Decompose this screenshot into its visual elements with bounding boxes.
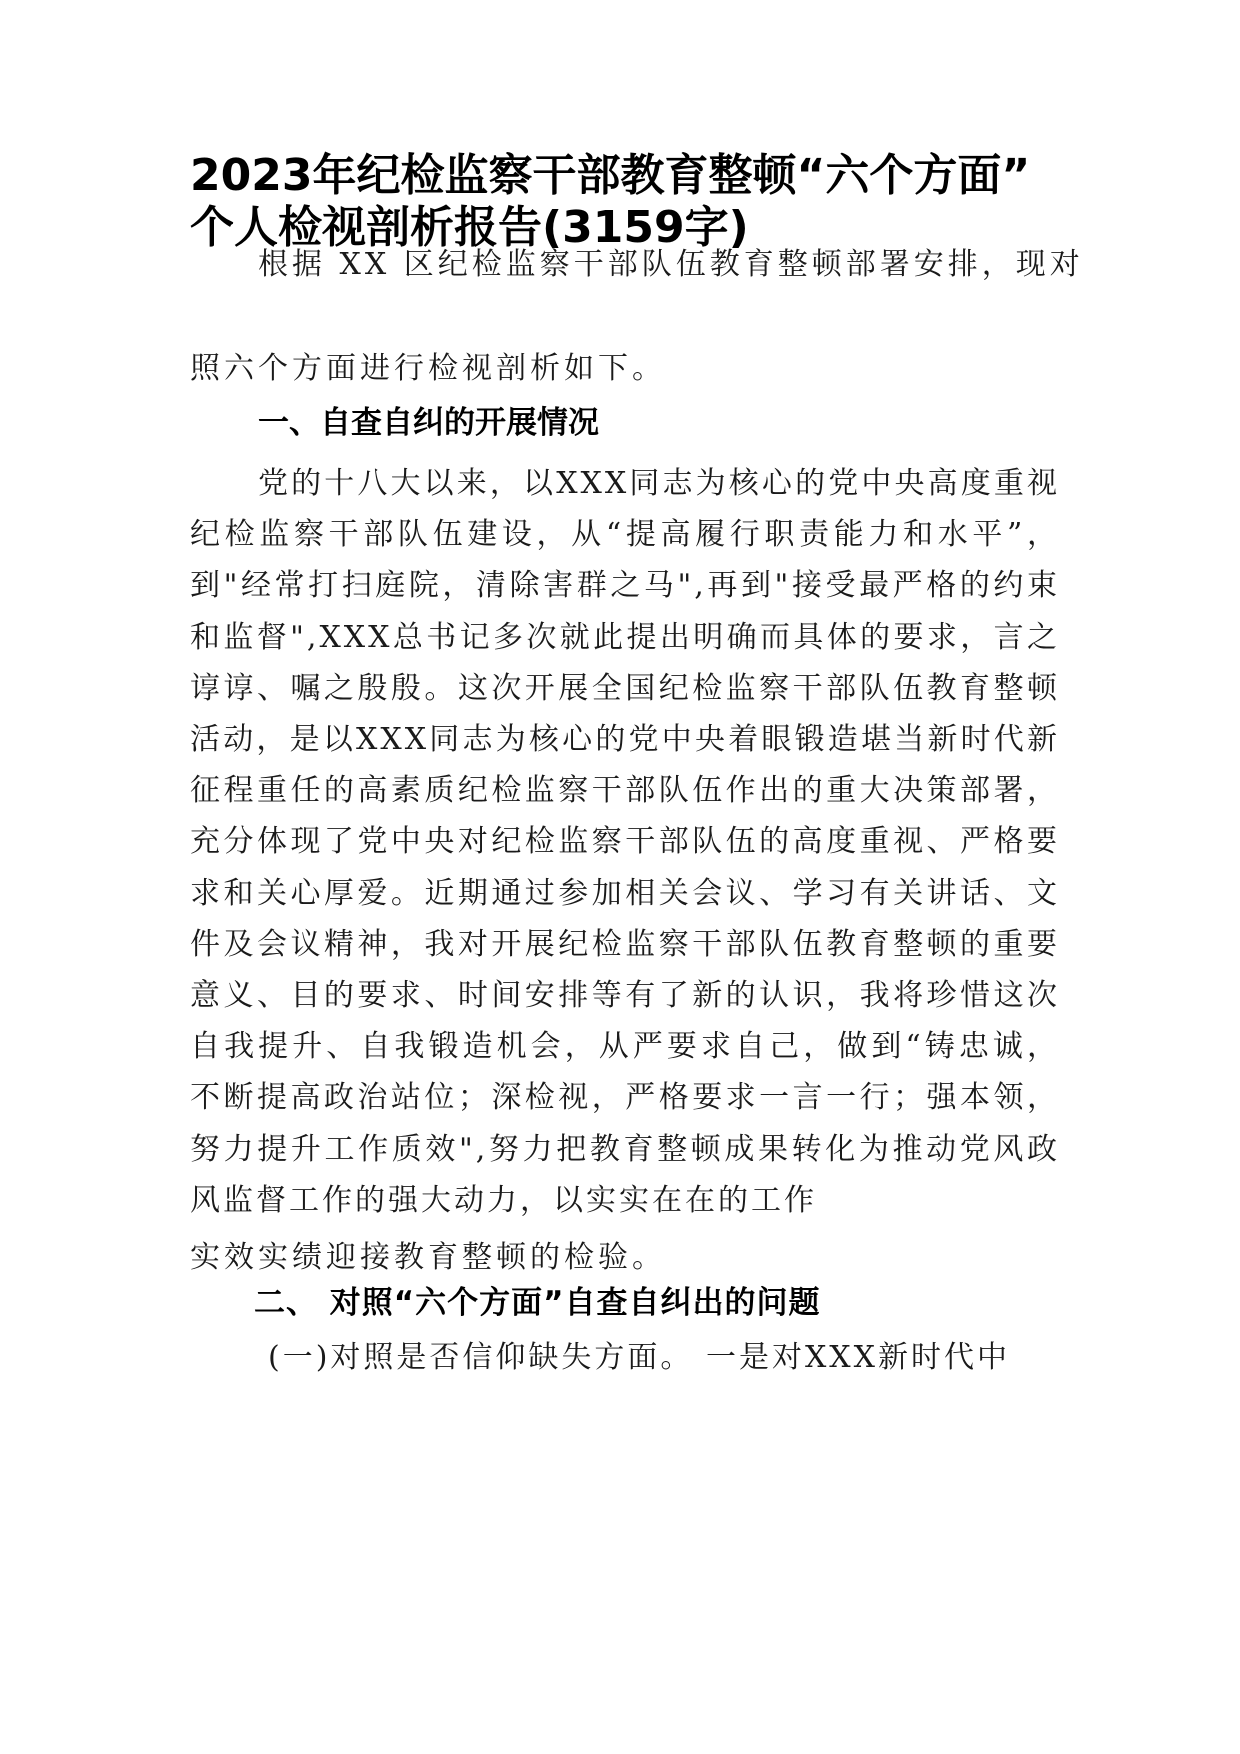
section-2-heading: 二、 对照“六个方面”自查自纠出的问题: [254, 1285, 821, 1321]
section-2-item-1: (一)对照是否信仰缺失方面。 一是对XXX新时代中: [268, 1340, 1011, 1375]
section-1-heading: 一、自查自纠的开展情况: [258, 405, 599, 441]
document-title-line-1: 2023年纪检监察干部教育整顿“六个方面”: [190, 150, 1031, 201]
section-1-paragraph: 党的十八大以来，以XXX同志为核心的党中央高度重视纪检监察干部队伍建设，从“提高履行职责能力和水平”，到"经常打扫庭院，清除害群之马",再到"接受最严格的约束和监督",XXX总书记多次就此提出明确而具体的要求，言之谆谆、嘱之殷殷。这次开展全国纪检监察干部队伍教育整顿活动，是以XXX同志为核心的党中央着眼锻造堪当新时代新征程重任的高素质纪检监察干部队伍作出的重大决策部署，充分体现了党中央对纪检监察干部队伍的高度重视、严格要求和关心厚爱。近期通过参加相关会议、学习有关讲话、文件及会议精神，我对开展纪检监察干部队伍教育整顿的重要意义、目的要求、时间安排等有了新的认识，我将珍惜这次自我提升、自我锻造机会，从严要求自己，做到“铸忠诚，不断提高政治站位；深检视，严格要求一言一行；强本领，努力提升工作质效",努力把教育整顿成果转化为推动党风政风监督工作的强大动力，以实实在在的工作: [190, 466, 1060, 1218]
section-1-paragraph-end: 实效实绩迎接教育整顿的检验。: [190, 1240, 666, 1275]
intro-paragraph-line-1: 根据 XX 区纪检监察干部队伍教育整顿部署安排，现对: [258, 247, 1084, 282]
document-title-line-2: 个人检视剖析报告(3159字): [190, 202, 749, 253]
intro-paragraph-line-2: 照六个方面进行检视剖析如下。: [190, 351, 666, 386]
